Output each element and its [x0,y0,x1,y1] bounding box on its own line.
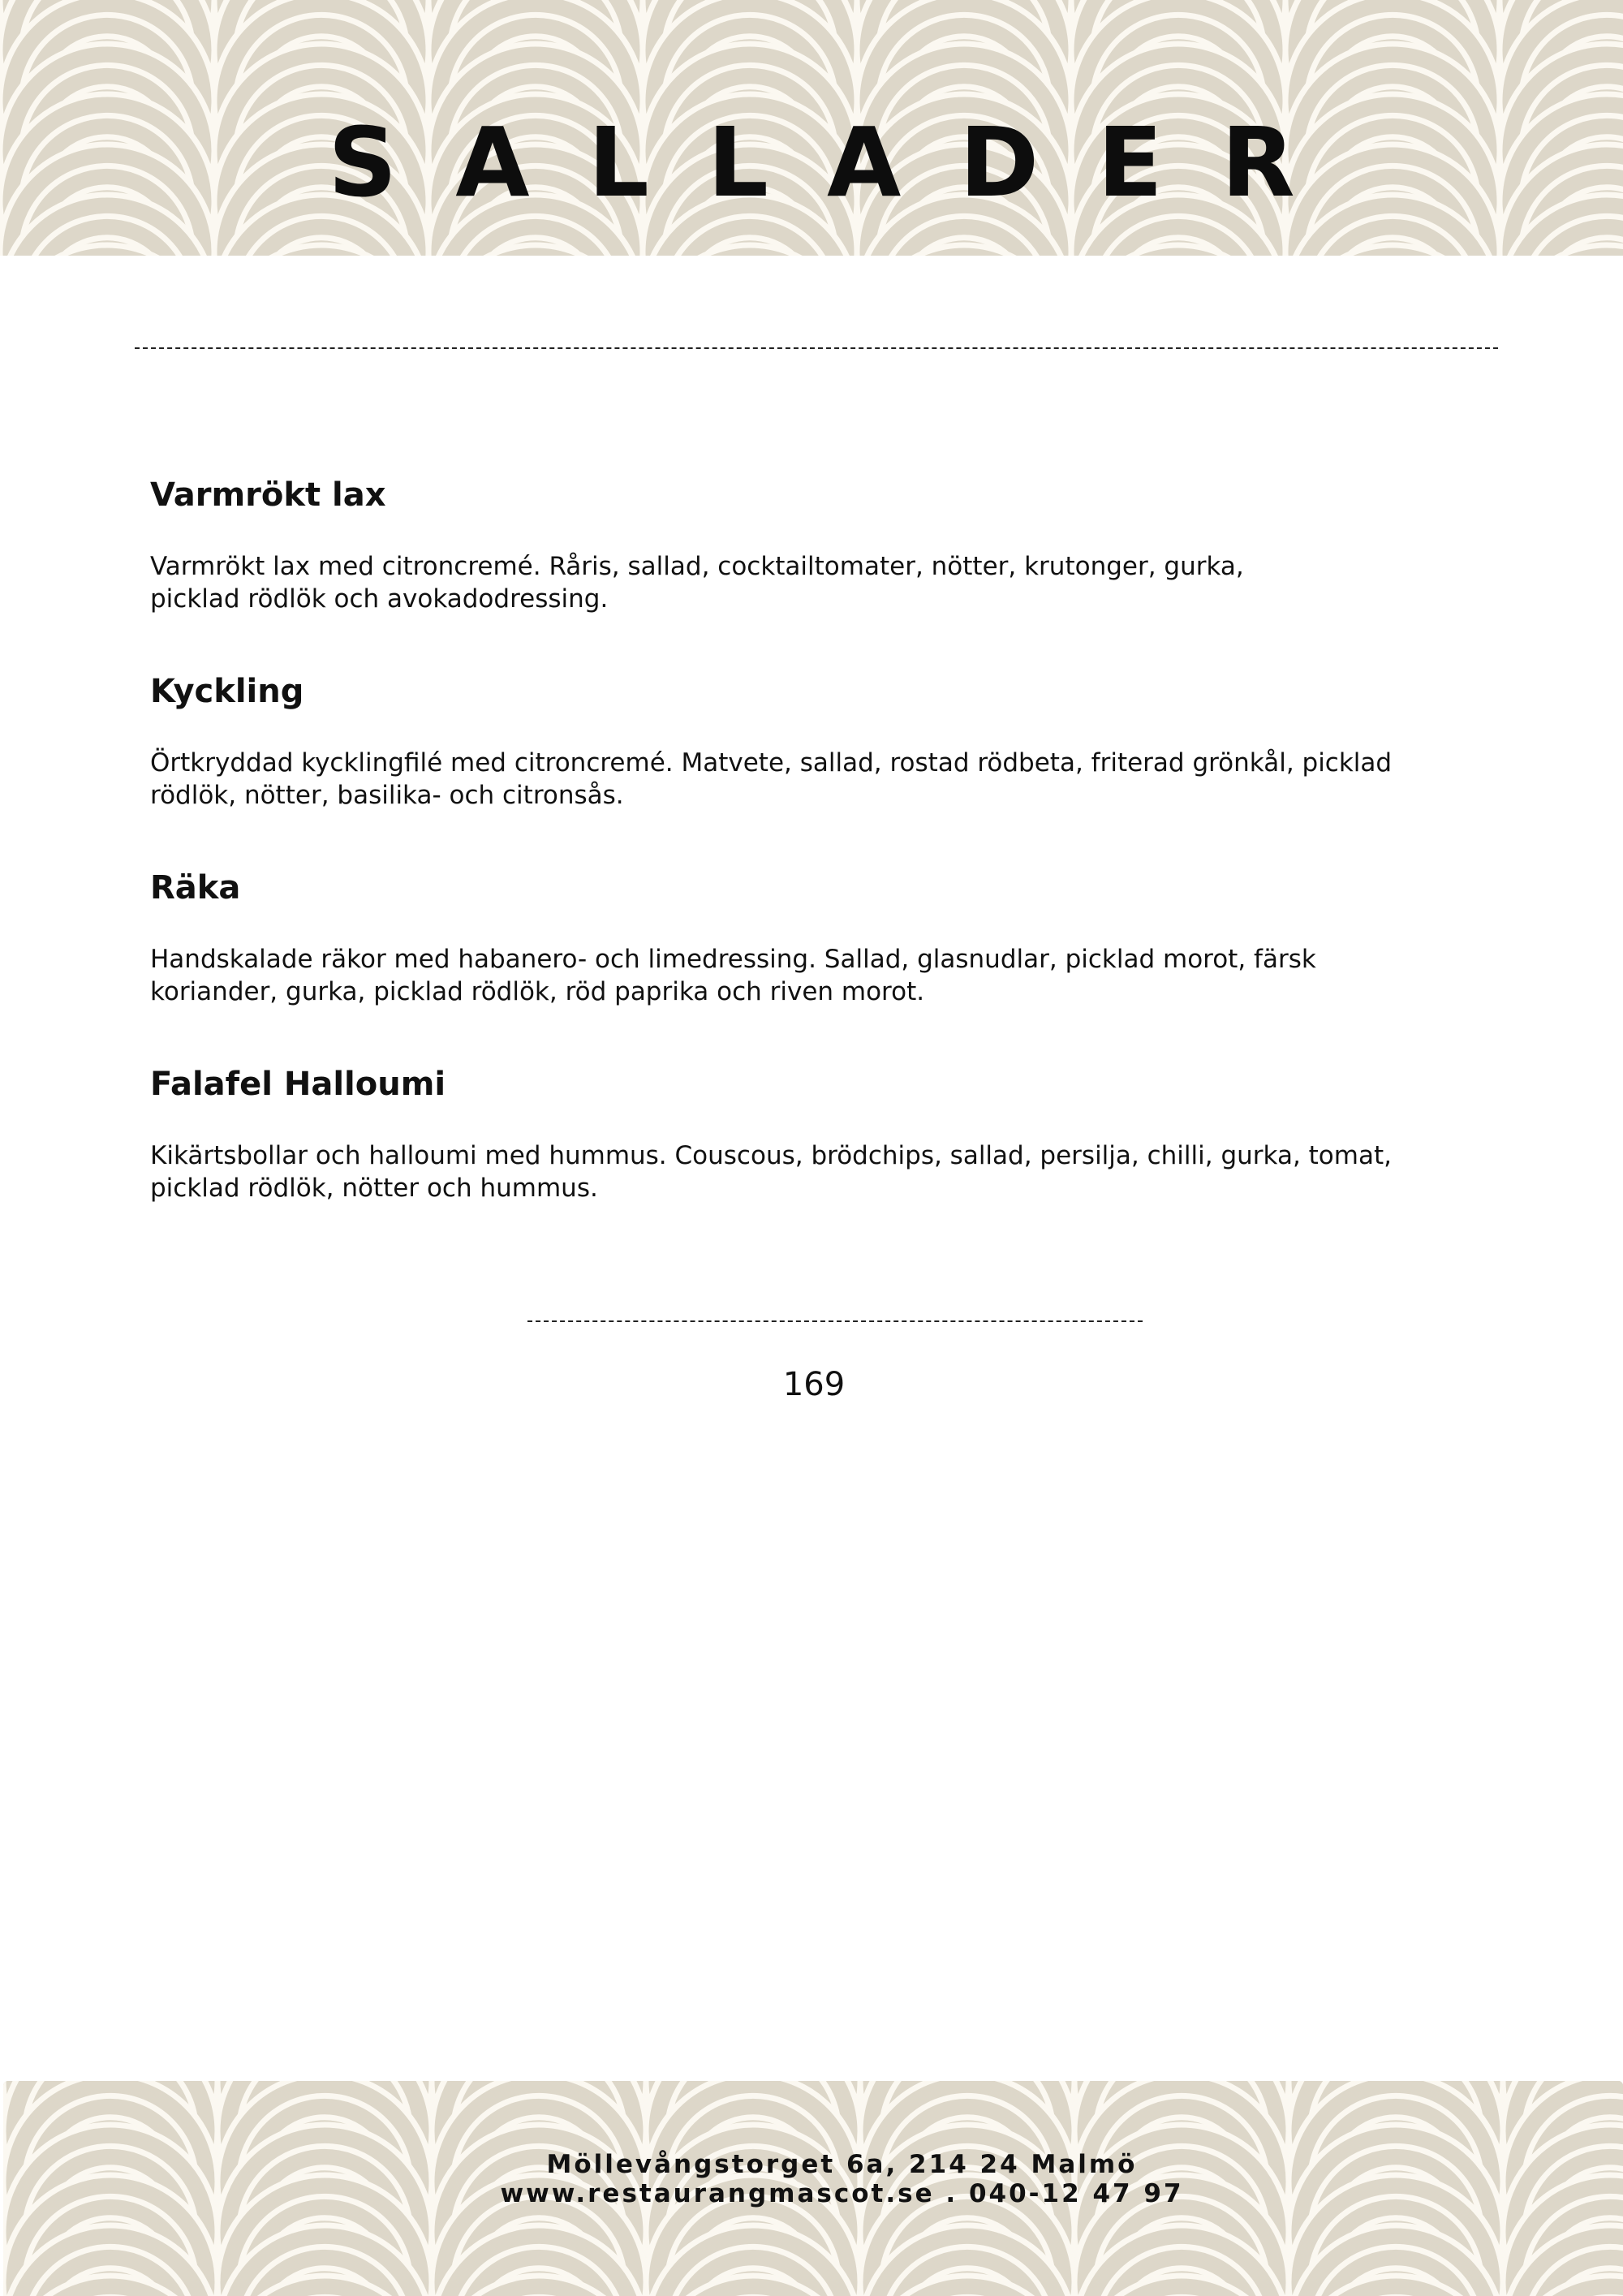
menu-item-description: Varmrökt lax med citroncremé. Råris, sallad, cocktailtomater, nötter, krutonger, gurka, picklad rödlök och avokadodressing. [150,552,1244,614]
menu-list [150,471,1416,1204]
menu-item-description: Kikärtsbollar och halloumi med hummus. Couscous, brödchips, sallad, persilja, chilli, gurka, tomat, picklad rödlök, nötter och hummus. [150,1141,1392,1203]
menu-item-name: Räka [150,869,241,907]
menu-item-description: Handskalade räkor med habanero- och limedressing. Sallad, glasnudlar, picklad morot, färsk koriander, gurka, picklad rödlök, röd paprika och riven morot. [150,945,1316,1006]
footer-contact: www.restaurangmascot.se . 040-12 47 97 [500,2179,1184,2208]
menu-item-name: Falafel Halloumi [150,1066,446,1103]
menu-item [150,1060,1416,1204]
menu-item-name: Kyckling [150,673,304,710]
price-label: 169 [782,1366,846,1403]
menu-item [150,667,1416,812]
menu-item [150,864,1416,1008]
menu-item-name: Varmrökt lax [150,476,386,514]
menu-item-description: Örtkryddad kycklingfilé med citroncremé. Matvete, sallad, rostad rödbeta, friterad grönkål, picklad rödlök, nötter, basilika- och citronsås. [150,748,1393,810]
bottom-divider [527,1320,1143,1322]
page-title: SALLADER [328,106,1354,218]
top-divider [135,347,1498,349]
footer-address: Möllevångstorget 6a, 214 24 Malmö [546,2150,1138,2179]
menu-item [150,471,1416,615]
